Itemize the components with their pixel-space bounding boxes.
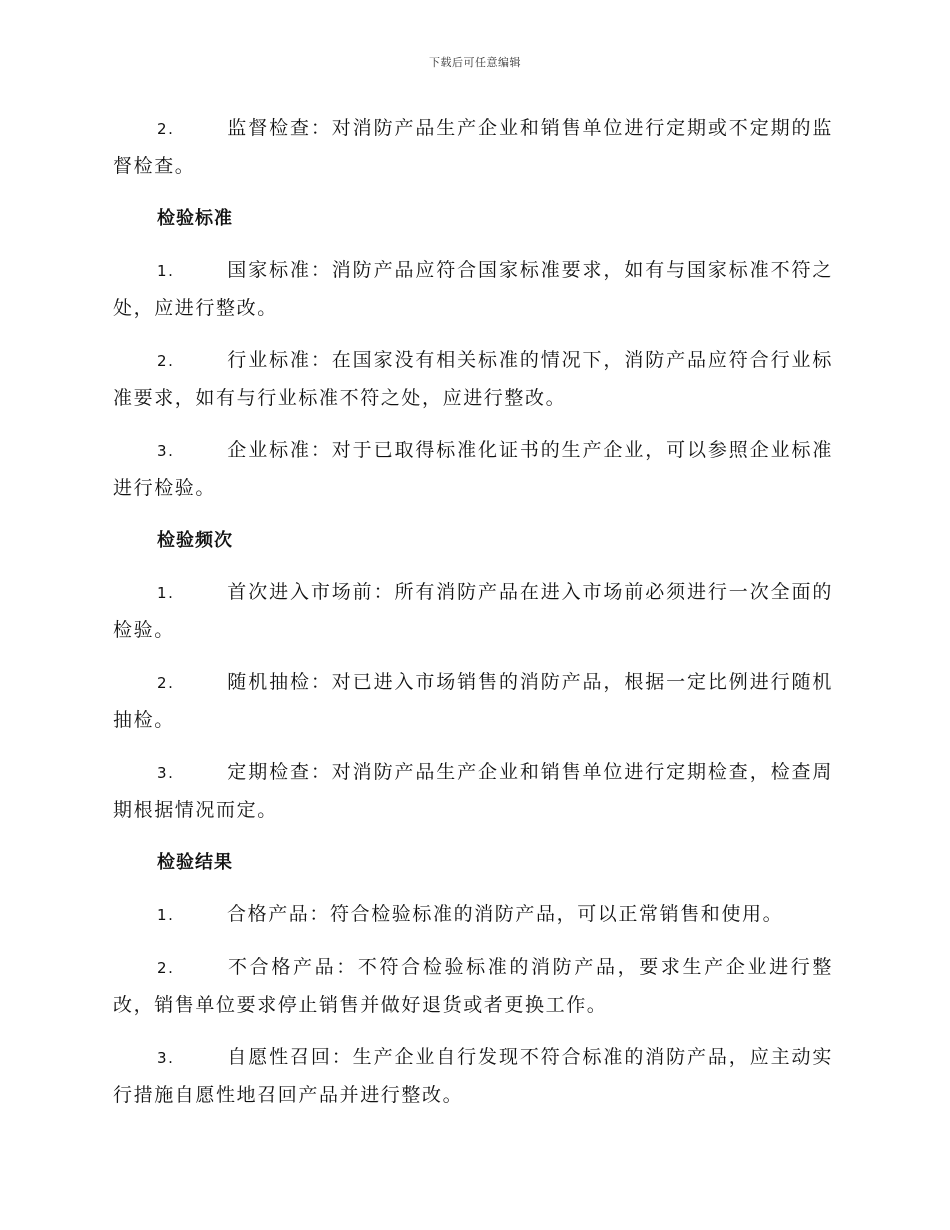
list-item <box>113 949 833 1024</box>
section-heading: 检验标准 <box>157 208 233 229</box>
list-item <box>113 574 833 649</box>
list-item <box>113 342 833 417</box>
list-item <box>113 1039 833 1114</box>
item-text: 行业标准：在国家没有相关标准的情况下，消防产品应符合行业标准要求，如有与行业标准不符之处，应进行整改。 <box>113 349 833 409</box>
item-text: 随机抽检：对已进入市场销售的消防产品，根据一定比例进行随机抽检。 <box>113 671 833 731</box>
item-number: 2. <box>157 352 175 370</box>
section-heading: 检验频次 <box>157 530 233 551</box>
item-number: 1. <box>157 906 175 924</box>
list-item <box>113 432 833 507</box>
list-item <box>113 252 833 327</box>
item-text: 企业标准：对于已取得标准化证书的生产企业，可以参照企业标准进行检验。 <box>113 439 833 499</box>
item-text: 监督检查：对消防产品生产企业和销售单位进行定期或不定期的监督检查。 <box>113 117 833 177</box>
item-number: 3. <box>157 1049 175 1067</box>
item-number: 2. <box>157 674 175 692</box>
item-number: 2. <box>157 959 175 977</box>
item-text: 合格产品：符合检验标准的消防产品，可以正常销售和使用。 <box>227 903 784 925</box>
section-heading: 检验结果 <box>157 852 233 873</box>
list-item <box>113 110 833 185</box>
item-number: 3. <box>157 764 175 782</box>
list-item <box>113 664 833 739</box>
item-text: 不合格产品：不符合检验标准的消防产品，要求生产企业进行整改，销售单位要求停止销售并做好退货或者更换工作。 <box>113 956 833 1016</box>
item-number: 2. <box>157 120 175 138</box>
item-text: 首次进入市场前：所有消防产品在进入市场前必须进行一次全面的检验。 <box>113 581 833 641</box>
item-text: 定期检查：对消防产品生产企业和销售单位进行定期检查，检查周期根据情况而定。 <box>113 761 833 821</box>
item-text: 国家标准：消防产品应符合国家标准要求，如有与国家标准不符之处，应进行整改。 <box>113 259 833 319</box>
item-number: 3. <box>157 442 175 460</box>
list-item <box>113 754 833 829</box>
item-text: 自愿性召回：生产企业自行发现不符合标准的消防产品，应主动实行措施自愿性地召回产品并进行整改。 <box>113 1046 833 1106</box>
document-body <box>113 110 833 1129</box>
page-header: 下载后可任意编辑 <box>429 56 521 69</box>
list-item <box>113 896 833 934</box>
item-number: 1. <box>157 262 175 280</box>
item-number: 1. <box>157 584 175 602</box>
